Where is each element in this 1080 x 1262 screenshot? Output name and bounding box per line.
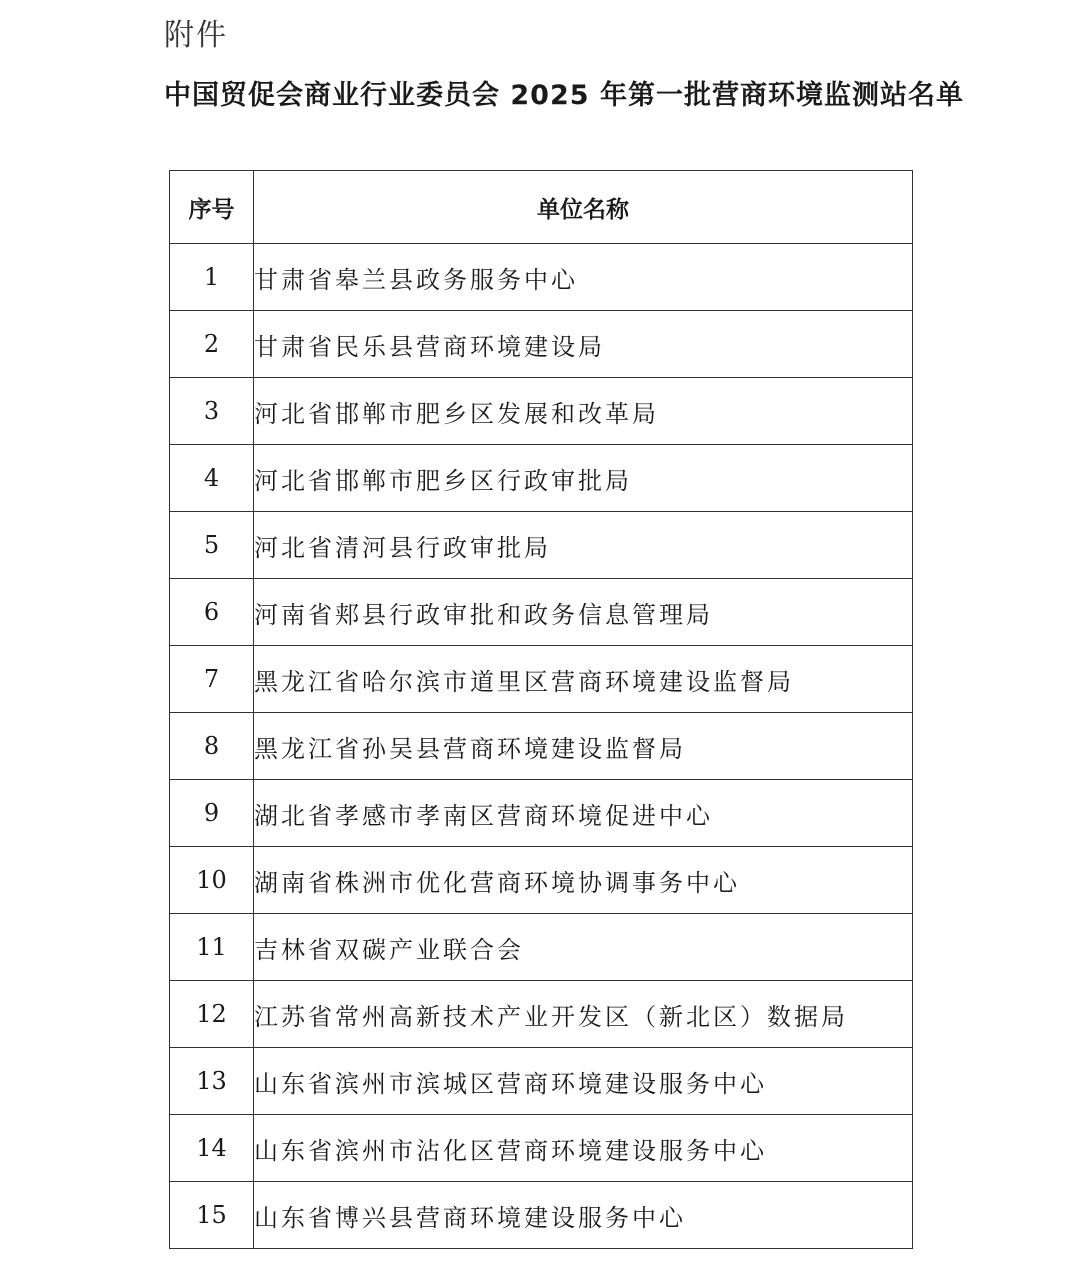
table-row xyxy=(170,579,913,646)
row-number: 3 xyxy=(170,378,254,445)
row-number: 2 xyxy=(170,311,254,378)
row-number: 11 xyxy=(170,914,254,981)
table-row xyxy=(170,445,913,512)
table-row xyxy=(170,713,913,780)
unit-name: 河北省邯郸市肥乡区行政审批局 xyxy=(254,445,913,512)
header-serial-number: 序号 xyxy=(170,171,254,244)
header-unit-name: 单位名称 xyxy=(254,171,913,244)
row-number: 8 xyxy=(170,713,254,780)
unit-name: 河南省郏县行政审批和政务信息管理局 xyxy=(254,579,913,646)
table-row xyxy=(170,914,913,981)
unit-name: 河北省清河县行政审批局 xyxy=(254,512,913,579)
station-list-table xyxy=(169,170,913,1249)
table-row xyxy=(170,378,913,445)
unit-name: 河北省邯郸市肥乡区发展和改革局 xyxy=(254,378,913,445)
table-row xyxy=(170,244,913,311)
row-number: 14 xyxy=(170,1115,254,1182)
unit-name: 山东省博兴县营商环境建设服务中心 xyxy=(254,1182,913,1249)
row-number: 10 xyxy=(170,847,254,914)
table-row xyxy=(170,646,913,713)
unit-name: 山东省滨州市滨城区营商环境建设服务中心 xyxy=(254,1048,913,1115)
table-row xyxy=(170,847,913,914)
table-row xyxy=(170,311,913,378)
unit-name: 湖南省株洲市优化营商环境协调事务中心 xyxy=(254,847,913,914)
unit-name: 吉林省双碳产业联合会 xyxy=(254,914,913,981)
table-row xyxy=(170,1115,913,1182)
table-row xyxy=(170,1182,913,1249)
row-number: 15 xyxy=(170,1182,254,1249)
row-number: 1 xyxy=(170,244,254,311)
table-row xyxy=(170,981,913,1048)
row-number: 9 xyxy=(170,780,254,847)
unit-name: 山东省滨州市沾化区营商环境建设服务中心 xyxy=(254,1115,913,1182)
table-header-row xyxy=(170,171,913,244)
unit-name: 江苏省常州高新技术产业开发区（新北区）数据局 xyxy=(254,981,913,1048)
row-number: 6 xyxy=(170,579,254,646)
unit-name: 黑龙江省哈尔滨市道里区营商环境建设监督局 xyxy=(254,646,913,713)
table-row xyxy=(170,512,913,579)
document-title: 中国贸促会商业行业委员会 2025 年第一批营商环境监测站名单 xyxy=(164,80,964,111)
table-row xyxy=(170,780,913,847)
row-number: 12 xyxy=(170,981,254,1048)
unit-name: 湖北省孝感市孝南区营商环境促进中心 xyxy=(254,780,913,847)
unit-name: 黑龙江省孙吴县营商环境建设监督局 xyxy=(254,713,913,780)
unit-name: 甘肃省民乐县营商环境建设局 xyxy=(254,311,913,378)
table-row xyxy=(170,1048,913,1115)
unit-name: 甘肃省皋兰县政务服务中心 xyxy=(254,244,913,311)
row-number: 13 xyxy=(170,1048,254,1115)
attachment-label: 附件 xyxy=(164,18,228,53)
row-number: 4 xyxy=(170,445,254,512)
row-number: 5 xyxy=(170,512,254,579)
row-number: 7 xyxy=(170,646,254,713)
